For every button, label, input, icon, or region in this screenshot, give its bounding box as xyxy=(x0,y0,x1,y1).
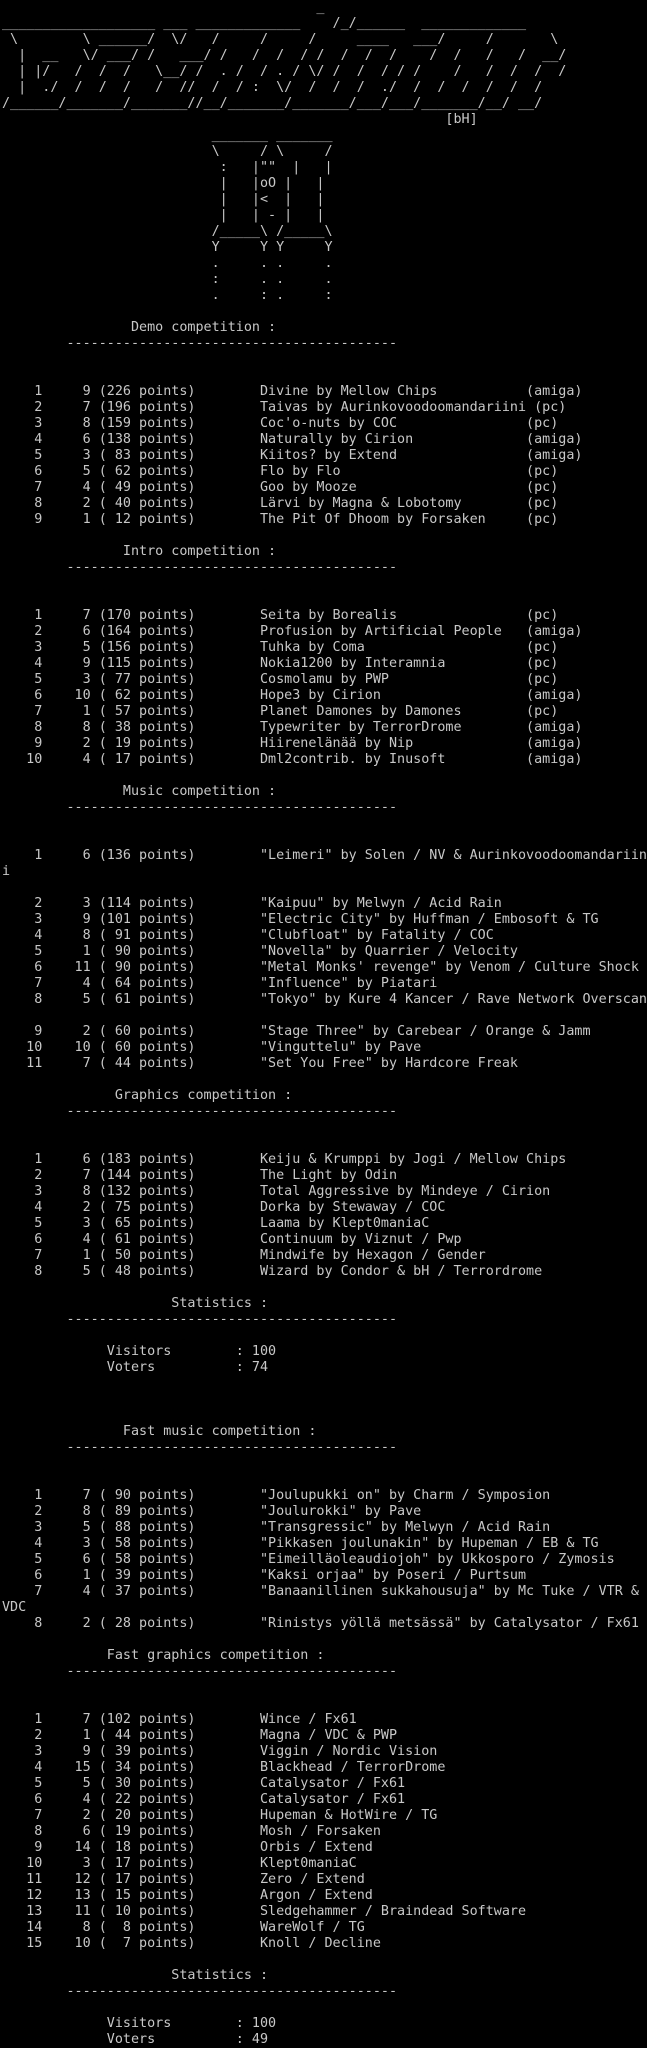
nfo-line: ----------------------------------------- xyxy=(2,1664,398,1679)
nfo-line: ----------------------------------------- xyxy=(2,1440,398,1455)
nfo-line: _ xyxy=(2,0,325,15)
nfo-line: 6 5 ( 62 points) Flo by Flo (pc) xyxy=(2,464,559,479)
nfo-line: Demo competition : xyxy=(2,320,277,335)
nfo-line: 7 4 ( 37 points) "Banaanillinen sukkahousuja" by Mc Tuke / VTR & xyxy=(2,1584,639,1599)
nfo-line: . . . . xyxy=(2,256,333,271)
nfo-line: Fast graphics competition : xyxy=(2,1648,325,1663)
nfo-line: 7 1 ( 50 points) Mindwife by Hexagon / Gender xyxy=(2,1248,486,1263)
nfo-line: : |"" | | xyxy=(2,160,333,175)
nfo-line xyxy=(2,768,640,784)
nfo-line: 6 11 ( 90 points) "Metal Monks' revenge" by Venom / Culture Shock xyxy=(2,960,639,975)
nfo-line: 2 7 (196 points) Taivas by Aurinkovoodoomandariini (pc) xyxy=(2,400,567,415)
nfo-line: 3 8 (132 points) Total Aggressive by Mindeye / Cirion xyxy=(2,1184,551,1199)
nfo-line xyxy=(2,1008,640,1024)
nfo-line: 8 2 ( 28 points) "Rinistys yöllä metsässä" by Catalysator / Fx61 xyxy=(2,1616,639,1631)
nfo-line: 10 3 ( 17 points) Klept0maniaC xyxy=(2,1856,357,1871)
nfo-line: 3 9 ( 39 points) Viggin / Nordic Vision xyxy=(2,1744,438,1759)
nfo-line: 11 7 ( 44 points) "Set You Free" by Hardcore Freak xyxy=(2,1056,518,1071)
nfo-line: 7 4 ( 49 points) Goo by Mooze (pc) xyxy=(2,480,559,495)
nfo-line: 10 10 ( 60 points) "Vinguttelu" by Pave xyxy=(2,1040,422,1055)
nfo-line: 7 1 ( 57 points) Planet Damones by Damones (pc) xyxy=(2,704,559,719)
nfo-line: Fast music competition : xyxy=(2,1424,317,1439)
nfo-line: \ \ ______/ \/ / / / ____ ___/ / \ xyxy=(2,32,559,47)
nfo-line: 3 5 ( 88 points) "Transgressic" by Melwyn / Acid Rain xyxy=(2,1520,551,1535)
nfo-line: Voters : 74 xyxy=(2,1360,269,1375)
nfo-line: : . . . xyxy=(2,272,333,287)
nfo-line: ----------------------------------------- xyxy=(2,1312,398,1327)
nfo-line xyxy=(2,1120,640,1136)
nfo-line: | |/ / / / \__/ / . / / . / \/ / / / / / / / / / / xyxy=(2,64,567,79)
nfo-line: 7 4 ( 64 points) "Influence" by Piatari xyxy=(2,976,438,991)
nfo-line xyxy=(2,1280,640,1296)
nfo-line: 5 3 ( 65 points) Laama by Klept0maniaC xyxy=(2,1216,430,1231)
nfo-line: 8 5 ( 48 points) Wizard by Condor & bH / Terrordrome xyxy=(2,1264,543,1279)
nfo-line xyxy=(2,576,640,592)
nfo-line xyxy=(2,368,640,384)
nfo-line: Visitors : 100 xyxy=(2,2016,277,2031)
nfo-line: 1 9 (226 points) Divine by Mellow Chips (amiga) xyxy=(2,384,583,399)
nfo-line: 3 9 (101 points) "Electric City" by Huffman / Embosoft & TG xyxy=(2,912,599,927)
nfo-line xyxy=(2,304,640,320)
nfo-line: 2 1 ( 44 points) Magna / VDC & PWP xyxy=(2,1728,398,1743)
nfo-line: ----------------------------------------- xyxy=(2,1104,398,1119)
nfo-line xyxy=(2,1408,640,1424)
nfo-line xyxy=(2,1392,640,1408)
nfo-line: 5 3 ( 83 points) Kiitos? by Extend (amiga) xyxy=(2,448,583,463)
nfo-line: 5 3 ( 77 points) Cosmolamu by PWP (pc) xyxy=(2,672,559,687)
nfo-line xyxy=(2,816,640,832)
nfo-line xyxy=(2,352,640,368)
nfo-line xyxy=(2,1680,640,1696)
nfo-line: 5 5 ( 30 points) Catalysator / Fx61 xyxy=(2,1776,406,1791)
nfo-line: Intro competition : xyxy=(2,544,277,559)
nfo-line: 6 4 ( 61 points) Continuum by Viznut / Pwp xyxy=(2,1232,462,1247)
nfo-line: 3 5 (156 points) Tuhka by Coma (pc) xyxy=(2,640,559,655)
nfo-line: 2 7 (144 points) The Light by Odin xyxy=(2,1168,398,1183)
nfo-line: 1 7 ( 90 points) "Joulupukki on" by Charm / Symposion xyxy=(2,1488,551,1503)
nfo-line xyxy=(2,832,640,848)
nfo-line xyxy=(2,880,640,896)
nfo-line: 12 13 ( 15 points) Argon / Extend xyxy=(2,1888,373,1903)
nfo-line: Statistics : xyxy=(2,1296,269,1311)
nfo-line: 14 8 ( 8 points) WareWolf / TG xyxy=(2,1920,365,1935)
nfo-line: 9 2 ( 60 points) "Stage Three" by Carebear / Orange & Jamm xyxy=(2,1024,591,1039)
nfo-line: ----------------------------------------- xyxy=(2,1984,398,1999)
nfo-line: 4 9 (115 points) Nokia1200 by Interamnia (pc) xyxy=(2,656,559,671)
nfo-line: 8 5 ( 61 points) "Tokyo" by Kure 4 Kancer / Rave Network Overscan xyxy=(2,992,647,1007)
nfo-line: 4 8 ( 91 points) "Clubfloat" by Fatality / COC xyxy=(2,928,494,943)
nfo-line: 9 14 ( 18 points) Orbis / Extend xyxy=(2,1840,373,1855)
nfo-line: 4 2 ( 75 points) Dorka by Stewaway / COC xyxy=(2,1200,446,1215)
nfo-line: 8 6 ( 19 points) Mosh / Forsaken xyxy=(2,1824,381,1839)
nfo-line: Visitors : 100 xyxy=(2,1344,277,1359)
nfo-line xyxy=(2,2000,640,2016)
nfo-line xyxy=(2,1632,640,1648)
nfo-line: 7 2 ( 20 points) Hupeman & HotWire / TG xyxy=(2,1808,438,1823)
nfo-line: | | - | | xyxy=(2,208,325,223)
nfo-line: 4 15 ( 34 points) Blackhead / TerrorDrome xyxy=(2,1760,446,1775)
nfo-line: 6 10 ( 62 points) Hope3 by Cirion (amiga) xyxy=(2,688,583,703)
nfo-line: 15 10 ( 7 points) Knoll / Decline xyxy=(2,1936,381,1951)
nfo-line: 2 6 (164 points) Profusion by Artificial People (amiga) xyxy=(2,624,583,639)
nfo-line xyxy=(2,1376,640,1392)
nfo-line: 4 6 (138 points) Naturally by Cirion (amiga) xyxy=(2,432,583,447)
nfo-line: /______/_______/_______//__/_______/_______/___/___/_______/__/ __/ xyxy=(2,96,543,111)
nfo-line: 5 1 ( 90 points) "Novella" by Quarrier / Velocity xyxy=(2,944,518,959)
nfo-line: 1 6 (136 points) "Leimeri" by Solen / NV & Aurinkovoodoomandariin xyxy=(2,848,647,863)
nfo-line: | __ \/ ___/ / ___/ / / / / / / / / / / / / __/ xyxy=(2,48,567,63)
nfo-line xyxy=(2,528,640,544)
nfo-line: 4 3 ( 58 points) "Pikkasen joulunakin" by Hupeman / EB & TG xyxy=(2,1536,599,1551)
nfo-line: 3 8 (159 points) Coc'o-nuts by COC (pc) xyxy=(2,416,559,431)
nfo-line xyxy=(2,592,640,608)
nfo-line: | |< | | xyxy=(2,192,325,207)
nfo-line: Music competition : xyxy=(2,784,277,799)
nfo-line: Statistics : xyxy=(2,1968,269,1983)
nfo-line xyxy=(2,1072,640,1088)
nfo-line: 2 3 (114 points) "Kaipuu" by Melwyn / Acid Rain xyxy=(2,896,502,911)
nfo-line xyxy=(2,1328,640,1344)
nfo-line xyxy=(2,1456,640,1472)
nfo-line: | ./ / / / / // / / : \/ / / / ./ / / / / / / xyxy=(2,80,543,95)
nfo-line: . : . : xyxy=(2,288,333,303)
nfo-line xyxy=(2,1136,640,1152)
nfo-line: 10 4 ( 17 points) Dml2contrib. by Inusoft (amiga) xyxy=(2,752,583,767)
nfo-line: 8 2 ( 40 points) Lärvi by Magna & Lobotomy (pc) xyxy=(2,496,559,511)
nfo-line: Y Y Y Y xyxy=(2,240,333,255)
nfo-line: ----------------------------------------- xyxy=(2,800,398,815)
nfo-line: Graphics competition : xyxy=(2,1088,293,1103)
nfo-line: 9 2 ( 19 points) Hiirenelänää by Nip (amiga) xyxy=(2,736,583,751)
nfo-line: 5 6 ( 58 points) "Eimeilläoleaudiojoh" by Ukkosporo / Zymosis xyxy=(2,1552,615,1567)
nfo-line: ----------------------------------------- xyxy=(2,560,398,575)
nfo-line: i xyxy=(2,864,11,879)
nfo-line: 6 4 ( 22 points) Catalysator / Fx61 xyxy=(2,1792,406,1807)
nfo-line xyxy=(2,1472,640,1488)
nfo-line: | |oO | | xyxy=(2,176,325,191)
nfo-line: \ / \ / xyxy=(2,144,333,159)
nfo-line: _______ _______ xyxy=(2,128,333,143)
nfo-line: ___________________ ___ _____________ /_/______ _____________ xyxy=(2,16,527,31)
nfo-line xyxy=(2,1952,640,1968)
nfo-line: VDC xyxy=(2,1600,27,1615)
nfo-line: 8 8 ( 38 points) Typewriter by TerrorDrome (amiga) xyxy=(2,720,583,735)
nfo-line: 6 1 ( 39 points) "Kaksi orjaa" by Poseri / Purtsum xyxy=(2,1568,527,1583)
nfo-line: 1 6 (183 points) Keiju & Krumppi by Jogi / Mellow Chips xyxy=(2,1152,567,1167)
nfo-line: 11 12 ( 17 points) Zero / Extend xyxy=(2,1872,365,1887)
nfo-line: [bH] xyxy=(2,112,478,127)
nfo-line: 13 11 ( 10 points) Sledgehammer / Braindead Software xyxy=(2,1904,527,1919)
nfo-line: ----------------------------------------- xyxy=(2,336,398,351)
nfo-line: 9 1 ( 12 points) The Pit Of Dhoom by Forsaken (pc) xyxy=(2,512,559,527)
nfo-line: 1 7 (170 points) Seita by Borealis (pc) xyxy=(2,608,559,623)
nfo-line: 2 8 ( 89 points) "Joulurokki" by Pave xyxy=(2,1504,422,1519)
nfo-line: Voters : 49 xyxy=(2,2032,269,2047)
nfo-line: /_____\ /_____\ xyxy=(2,224,333,239)
nfo-line: 1 7 (102 points) Wince / Fx61 xyxy=(2,1712,357,1727)
nfo-line xyxy=(2,1696,640,1712)
